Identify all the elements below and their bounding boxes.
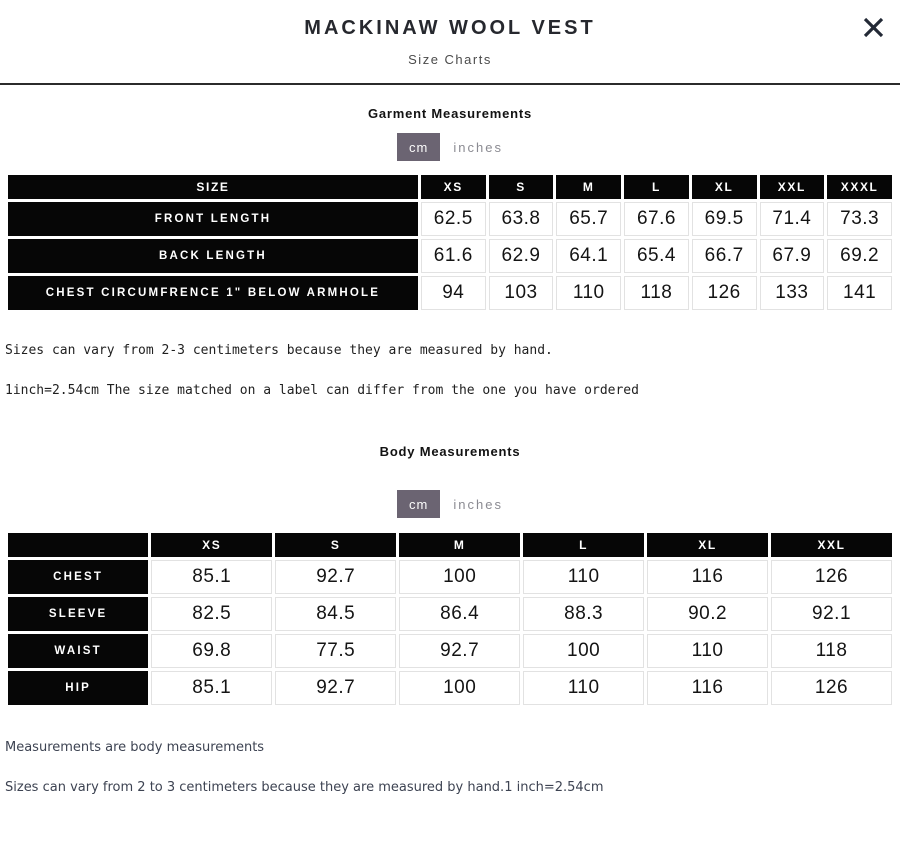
measurement-value: 69.2 bbox=[827, 239, 892, 273]
garment-cm-button[interactable]: cm bbox=[397, 133, 440, 161]
modal-header bbox=[0, 0, 900, 85]
table-row bbox=[8, 276, 892, 310]
measurement-value: 61.6 bbox=[421, 239, 486, 273]
column-header: XL bbox=[647, 533, 768, 557]
measurement-value: 85.1 bbox=[151, 671, 272, 705]
note-text: Sizes can vary from 2-3 centimeters because they are measured by hand. bbox=[5, 343, 553, 358]
close-icon bbox=[862, 16, 885, 42]
row-label: CHEST CIRCUMFRENCE 1" BELOW ARMHOLE bbox=[8, 276, 418, 310]
garment-inches-button[interactable]: inches bbox=[453, 139, 503, 155]
column-header: XXXL bbox=[827, 175, 892, 199]
measurement-value: 66.7 bbox=[692, 239, 757, 273]
measurement-value: 67.9 bbox=[760, 239, 825, 273]
table-row bbox=[8, 202, 892, 236]
body-unit-toggle bbox=[0, 490, 900, 518]
garment-measurements-table bbox=[5, 172, 895, 313]
body-inches-button[interactable]: inches bbox=[453, 496, 503, 512]
table-row bbox=[8, 560, 892, 594]
row-label: BACK LENGTH bbox=[8, 239, 418, 273]
measurement-value: 118 bbox=[624, 276, 689, 310]
column-header: L bbox=[624, 175, 689, 199]
row-label: CHEST bbox=[8, 560, 148, 594]
table-row bbox=[8, 634, 892, 668]
column-header: XS bbox=[151, 533, 272, 557]
measurement-value: 88.3 bbox=[523, 597, 644, 631]
garment-unit-toggle bbox=[0, 133, 900, 161]
column-header: XS bbox=[421, 175, 486, 199]
measurement-value: 133 bbox=[760, 276, 825, 310]
measurement-value: 86.4 bbox=[399, 597, 520, 631]
table-row bbox=[8, 239, 892, 273]
measurement-value: 100 bbox=[399, 671, 520, 705]
measurement-value: 90.2 bbox=[647, 597, 768, 631]
measurement-value: 85.1 bbox=[151, 560, 272, 594]
measurement-value: 71.4 bbox=[760, 202, 825, 236]
column-header bbox=[8, 533, 148, 557]
garment-measurements-heading: Garment Measurements bbox=[367, 106, 533, 121]
column-header: M bbox=[556, 175, 621, 199]
measurement-value: 116 bbox=[647, 560, 768, 594]
column-header: XXL bbox=[760, 175, 825, 199]
product-title: MACKINAW WOOL VEST bbox=[304, 17, 596, 39]
measurement-value: 69.8 bbox=[151, 634, 272, 668]
measurement-value: 126 bbox=[771, 671, 892, 705]
note-text: 1inch=2.54cm The size matched on a label can differ from the one you have ordered bbox=[5, 383, 639, 398]
measurement-value: 92.7 bbox=[399, 634, 520, 668]
body-measurements-heading: Body Measurements bbox=[379, 444, 521, 459]
table-header-row bbox=[8, 533, 892, 557]
column-header: SIZE bbox=[8, 175, 418, 199]
column-header: M bbox=[399, 533, 520, 557]
measurement-value: 73.3 bbox=[827, 202, 892, 236]
measurement-value: 141 bbox=[827, 276, 892, 310]
measurement-value: 92.7 bbox=[275, 671, 396, 705]
measurement-value: 64.1 bbox=[556, 239, 621, 273]
table-row bbox=[8, 671, 892, 705]
body-cm-button[interactable]: cm bbox=[397, 490, 440, 518]
measurement-value: 62.5 bbox=[421, 202, 486, 236]
column-header: XL bbox=[692, 175, 757, 199]
measurement-value: 110 bbox=[556, 276, 621, 310]
measurement-value: 82.5 bbox=[151, 597, 272, 631]
measurement-value: 94 bbox=[421, 276, 486, 310]
measurement-value: 92.1 bbox=[771, 597, 892, 631]
row-label: WAIST bbox=[8, 634, 148, 668]
measurement-value: 65.4 bbox=[624, 239, 689, 273]
measurement-value: 110 bbox=[647, 634, 768, 668]
column-header: L bbox=[523, 533, 644, 557]
measurement-value: 126 bbox=[692, 276, 757, 310]
measurement-value: 63.8 bbox=[489, 202, 554, 236]
row-label: FRONT LENGTH bbox=[8, 202, 418, 236]
measurement-value: 69.5 bbox=[692, 202, 757, 236]
measurement-value: 110 bbox=[523, 671, 644, 705]
measurement-value: 100 bbox=[399, 560, 520, 594]
row-label: HIP bbox=[8, 671, 148, 705]
column-header: XXL bbox=[771, 533, 892, 557]
column-header: S bbox=[275, 533, 396, 557]
measurement-value: 110 bbox=[523, 560, 644, 594]
measurement-value: 84.5 bbox=[275, 597, 396, 631]
measurement-value: 126 bbox=[771, 560, 892, 594]
note-text: Measurements are body measurements bbox=[5, 740, 265, 755]
measurement-value: 118 bbox=[771, 634, 892, 668]
modal-subtitle: Size Charts bbox=[408, 52, 492, 67]
garment-notes bbox=[5, 343, 900, 398]
close-button[interactable] bbox=[859, 15, 887, 43]
measurement-value: 67.6 bbox=[624, 202, 689, 236]
measurement-value: 116 bbox=[647, 671, 768, 705]
measurement-value: 100 bbox=[523, 634, 644, 668]
table-header-row bbox=[8, 175, 892, 199]
column-header: S bbox=[489, 175, 554, 199]
measurement-value: 62.9 bbox=[489, 239, 554, 273]
table-row bbox=[8, 597, 892, 631]
body-measurements-table bbox=[5, 530, 895, 708]
measurement-value: 65.7 bbox=[556, 202, 621, 236]
note-text: Sizes can vary from 2 to 3 centimeters because they are measured by hand.1 inch=2.54cm bbox=[5, 780, 604, 795]
body-notes bbox=[5, 740, 900, 795]
measurement-value: 92.7 bbox=[275, 560, 396, 594]
measurement-value: 103 bbox=[489, 276, 554, 310]
row-label: SLEEVE bbox=[8, 597, 148, 631]
measurement-value: 77.5 bbox=[275, 634, 396, 668]
